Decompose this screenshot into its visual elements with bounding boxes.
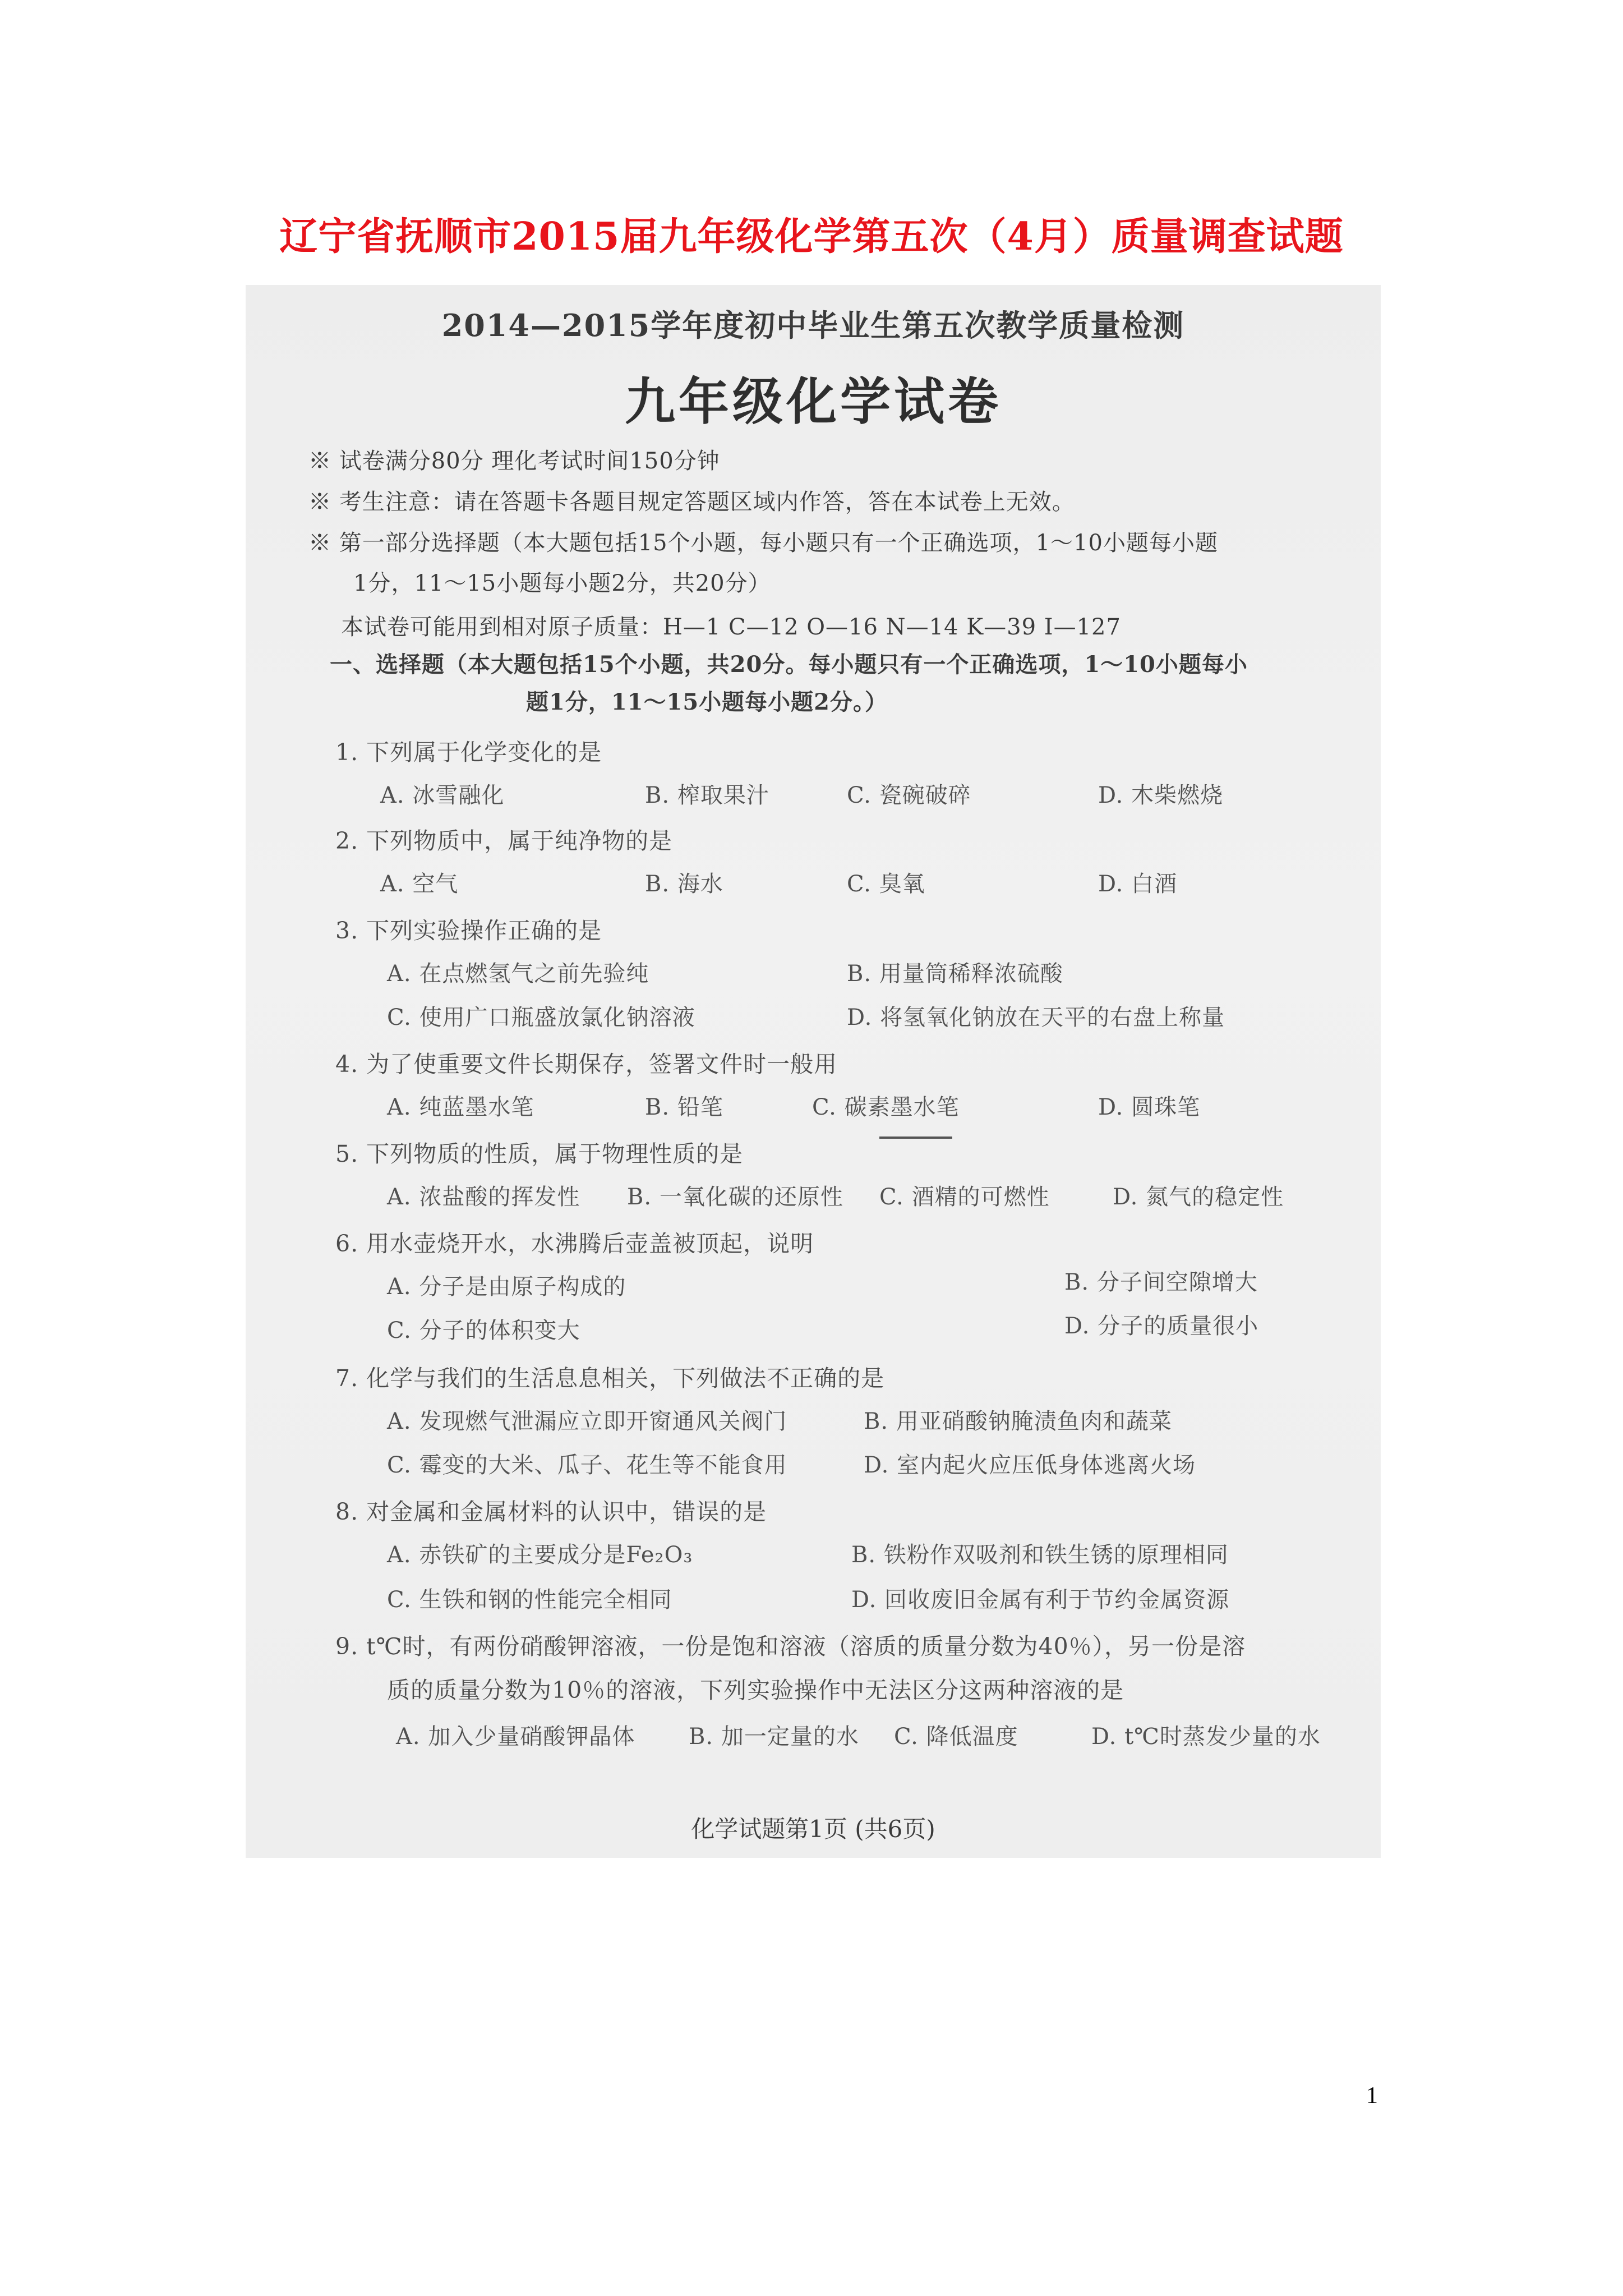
question-option: D. 回收废旧金属有利于节约金属资源 <box>851 1587 1230 1613</box>
question-option: C. 臭氧 <box>847 871 925 897</box>
question-option: C. 分子的体积变大 <box>387 1318 580 1343</box>
question-option: D. 氮气的稳定性 <box>1113 1184 1284 1210</box>
question-option: B. 分子间空隙增大 <box>1064 1269 1258 1295</box>
question-option: A. 发现燃气泄漏应立即开窗通风关阀门 <box>387 1409 787 1434</box>
question-option: C. 酒精的可燃性 <box>879 1184 1050 1210</box>
question-option: C. 使用广口瓶盛放氯化钠溶液 <box>387 1005 695 1030</box>
note-line: 1分，11～15小题每小题2分，共20分） <box>353 570 771 596</box>
question-option: A. 分子是由原子构成的 <box>387 1274 626 1300</box>
stray-mark <box>879 1137 952 1139</box>
question-option: C. 降低温度 <box>894 1724 1018 1750</box>
question-option: D. 白酒 <box>1098 871 1178 897</box>
question-option: A. 赤铁矿的主要成分是Fe₂O₃ <box>387 1542 693 1568</box>
question-option: A. 在点燃氢气之前先验纯 <box>387 961 649 987</box>
question-option: D. 木柴燃烧 <box>1098 783 1224 808</box>
question-option: B. 一氧化碳的还原性 <box>627 1184 843 1210</box>
question-option: B. 用量筒稀释浓硫酸 <box>847 961 1063 987</box>
exam-header: 2014—2015学年度初中毕业生第五次教学质量检测 <box>441 307 1185 343</box>
section-heading: 一、选择题（本大题包括15个小题，共20分。每小题只有一个正确选项，1～10小题每小 <box>330 651 1248 678</box>
question-option: A. 加入少量硝酸钾晶体 <box>396 1724 635 1750</box>
question-option: C. 霉变的大米、瓜子、花生等不能食用 <box>387 1452 787 1478</box>
question-option: D. 室内起火应压低身体逃离火场 <box>864 1452 1196 1478</box>
question-option: A. 纯蓝墨水笔 <box>387 1094 534 1120</box>
question-option: B. 铅笔 <box>645 1094 723 1120</box>
note-line: ※ 第一部分选择题（本大题包括15个小题，每小题只有一个正确选项，1～10小题每小题 <box>308 530 1218 556</box>
section-heading-continued: 题1分，11～15小题每小题2分。） <box>526 689 888 715</box>
question-option: D. 分子的质量很小 <box>1064 1313 1259 1339</box>
question-option: B. 榨取果汁 <box>645 783 769 808</box>
question-stem: 5. 下列物质的性质，属于物理性质的是 <box>335 1140 744 1167</box>
scan-footer: 化学试题第1页 (共6页) <box>691 1815 935 1843</box>
note-line: ※ 考生注意：请在答题卡各题目规定答题区域内作答，答在本试卷上无效。 <box>308 489 1075 515</box>
exam-subtitle: 九年级化学试卷 <box>625 372 1002 431</box>
question-stem: 3. 下列实验操作正确的是 <box>335 917 602 944</box>
question-stem: 8. 对金属和金属材料的认识中，错误的是 <box>335 1498 767 1525</box>
question-option: A. 冰雪融化 <box>380 783 505 808</box>
question-stem: 7. 化学与我们的生活息息相关，下列做法不正确的是 <box>335 1365 885 1392</box>
question-stem: 4. 为了使重要文件长期保存，签署文件时一般用 <box>335 1051 838 1078</box>
question-option: D. 圆珠笔 <box>1098 1094 1201 1120</box>
question-option: B. 用亚硝酸钠腌渍鱼肉和蔬菜 <box>864 1409 1172 1434</box>
page-number: 1 <box>1366 2083 1378 2109</box>
question-option: B. 海水 <box>645 871 723 897</box>
question-stem: 6. 用水壶烧开水，水沸腾后壶盖被顶起，说明 <box>335 1230 814 1257</box>
question-option: A. 浓盐酸的挥发性 <box>387 1184 580 1210</box>
note-line: ※ 试卷满分80分 理化考试时间150分钟 <box>308 448 720 474</box>
question-stem: 2. 下列物质中，属于纯净物的是 <box>335 827 673 854</box>
atomic-masses: 本试卷可能用到相对原子质量：H—1 C—12 O—16 N—14 K—39 I—127 <box>341 614 1121 640</box>
question-option: C. 生铁和钢的性能完全相同 <box>387 1587 672 1613</box>
scanned-exam-page <box>246 285 1381 1858</box>
question-stem-continued: 质的质量分数为10％的溶液，下列实验操作中无法区分这两种溶液的是 <box>387 1677 1124 1704</box>
question-option: C. 碳素墨水笔 <box>812 1094 960 1120</box>
question-option: B. 加一定量的水 <box>689 1724 859 1750</box>
question-option: B. 铁粉作双吸剂和铁生锈的原理相同 <box>851 1542 1229 1568</box>
question-option: D. 将氢氧化钠放在天平的右盘上称量 <box>847 1005 1225 1030</box>
question-stem: 9. t℃时，有两份硝酸钾溶液，一份是饱和溶液（溶质的质量分数为40％），另一份是溶 <box>335 1633 1246 1660</box>
question-option: C. 瓷碗破碎 <box>847 783 971 808</box>
document-title: 辽宁省抚顺市2015届九年级化学第五次（4月）质量调查试题 <box>279 214 1344 259</box>
question-stem: 1. 下列属于化学变化的是 <box>335 739 602 766</box>
question-option: D. t℃时蒸发少量的水 <box>1091 1724 1321 1750</box>
question-option: A. 空气 <box>380 871 459 897</box>
